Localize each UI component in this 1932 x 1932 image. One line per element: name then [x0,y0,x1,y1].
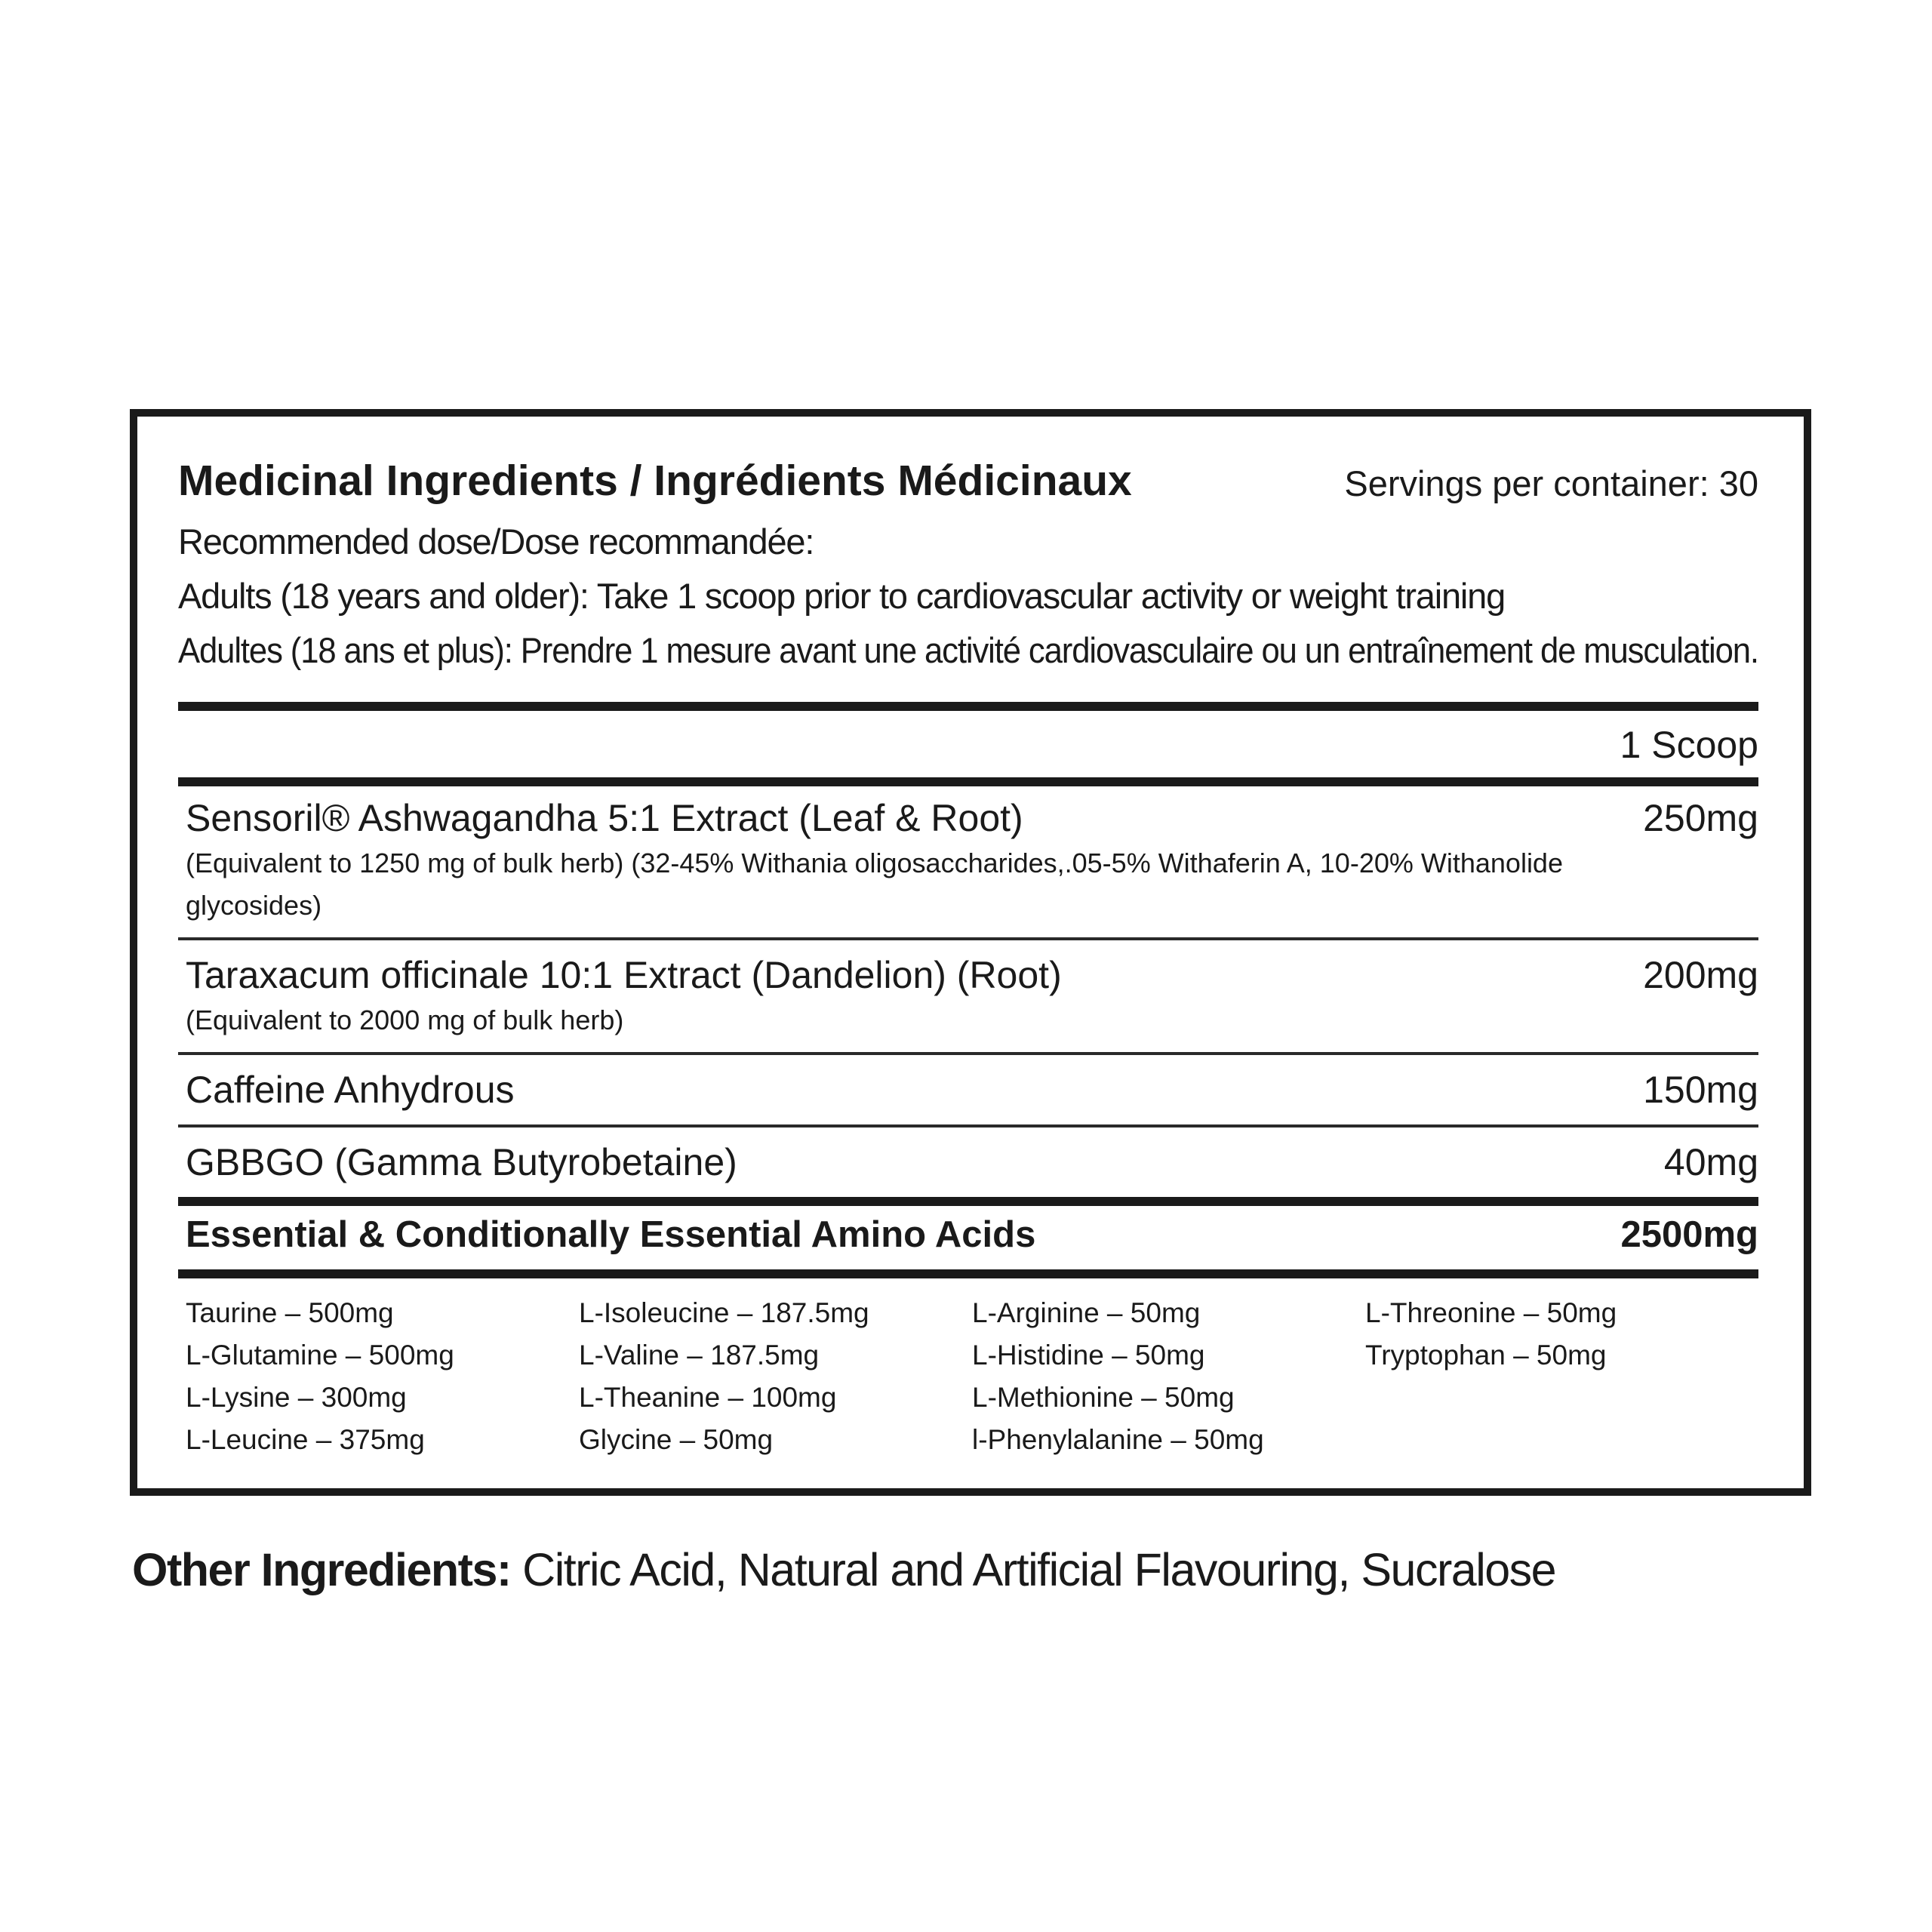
ingredient-amount: 2500mg [1620,1214,1758,1255]
ingredient-amount: 150mg [1643,1069,1758,1111]
ingredient-name: Caffeine Anhydrous [186,1069,515,1111]
amino-column [186,1292,579,1461]
divider-thick [178,777,1758,786]
amino-item: L-Arginine – 50mg [972,1297,1201,1328]
amino-item: Taurine – 500mg [186,1297,394,1328]
amino-item: L-Glutamine – 500mg [186,1340,454,1371]
servings-per-container: Servings per container: 30 [1344,463,1758,503]
amino-item: l-Phenylalanine – 50mg [972,1424,1264,1455]
amino-item: Tryptophan – 50mg [1365,1340,1607,1371]
ingredient-name: Sensoril® Ashwagandha 5:1 Extract (Leaf & Root) [186,797,1023,839]
divider-thin [178,937,1758,940]
dose-line: Recommended dose/Dose recommandée: [178,521,814,561]
amino-item: L-Threonine – 50mg [1365,1297,1617,1328]
ingredient-amount: 250mg [1643,797,1758,839]
other-ingredients [132,1540,1555,1600]
ingredient-amount: 40mg [1663,1141,1758,1183]
amino-item: L-Theanine – 100mg [579,1382,837,1413]
ingredient-row [186,1138,1758,1186]
amino-item: L-Lysine – 300mg [186,1382,407,1413]
ingredient-name: Taraxacum officinale 10:1 Extract (Dandelion) (Root) [186,954,1062,996]
ingredient-name: GBBGO (Gamma Butyrobetaine) [186,1141,737,1183]
amino-item: L-Valine – 187.5mg [579,1340,820,1371]
ingredient-row-amino-total [186,1211,1758,1259]
divider-thick [178,1269,1758,1278]
amino-item: L-Methionine – 50mg [972,1382,1235,1413]
amino-column [579,1292,972,1461]
divider-thick [178,1197,1758,1206]
amino-column [1365,1292,1758,1461]
serving-unit-header: 1 Scoop [1620,724,1758,766]
amino-column [972,1292,1365,1461]
ingredient-note: (Equivalent to 1250 mg of bulk herb) (32-45% Withania oligosaccharides,.05-5% Withaferin A, 10-20% Withanolide glycosides) [186,848,1563,921]
amino-item: L-Isoleucine – 187.5mg [579,1297,869,1328]
panel-header [178,454,1758,507]
other-ingredients-label: Other Ingredients: [132,1544,511,1595]
amino-item: Glycine – 50mg [579,1424,774,1455]
dose-line: Adults (18 years and older): Take 1 scoop prior to cardiovascular activity or weight training [178,576,1506,616]
panel-title: Medicinal Ingredients / Ingrédients Médicinaux [178,457,1132,505]
other-ingredients-list: Citric Acid, Natural and Artificial Flavouring, Sucralose [510,1544,1556,1595]
medicinal-ingredients-panel [130,409,1811,1496]
ingredient-row [186,951,1758,1041]
recommended-dose [178,515,1758,678]
ingredient-row [186,1066,1758,1114]
ingredient-row [186,794,1758,927]
dose-line: Adultes (18 ans et plus): Prendre 1 mesure avant une activité cardiovasculaire ou un entraînement de musculation. [178,630,1758,670]
panel-content [178,417,1758,1488]
amino-acid-breakdown [186,1292,1758,1461]
ingredient-note: (Equivalent to 2000 mg of bulk herb) [186,1004,624,1035]
ingredient-name: Essential & Conditionally Essential Amino Acids [186,1214,1036,1255]
divider-thin [178,1124,1758,1128]
amino-item: L-Leucine – 375mg [186,1424,425,1455]
divider-thin [178,1052,1758,1055]
amino-item: L-Histidine – 50mg [972,1340,1205,1371]
ingredient-amount: 200mg [1643,954,1758,996]
divider-thick [178,702,1758,711]
